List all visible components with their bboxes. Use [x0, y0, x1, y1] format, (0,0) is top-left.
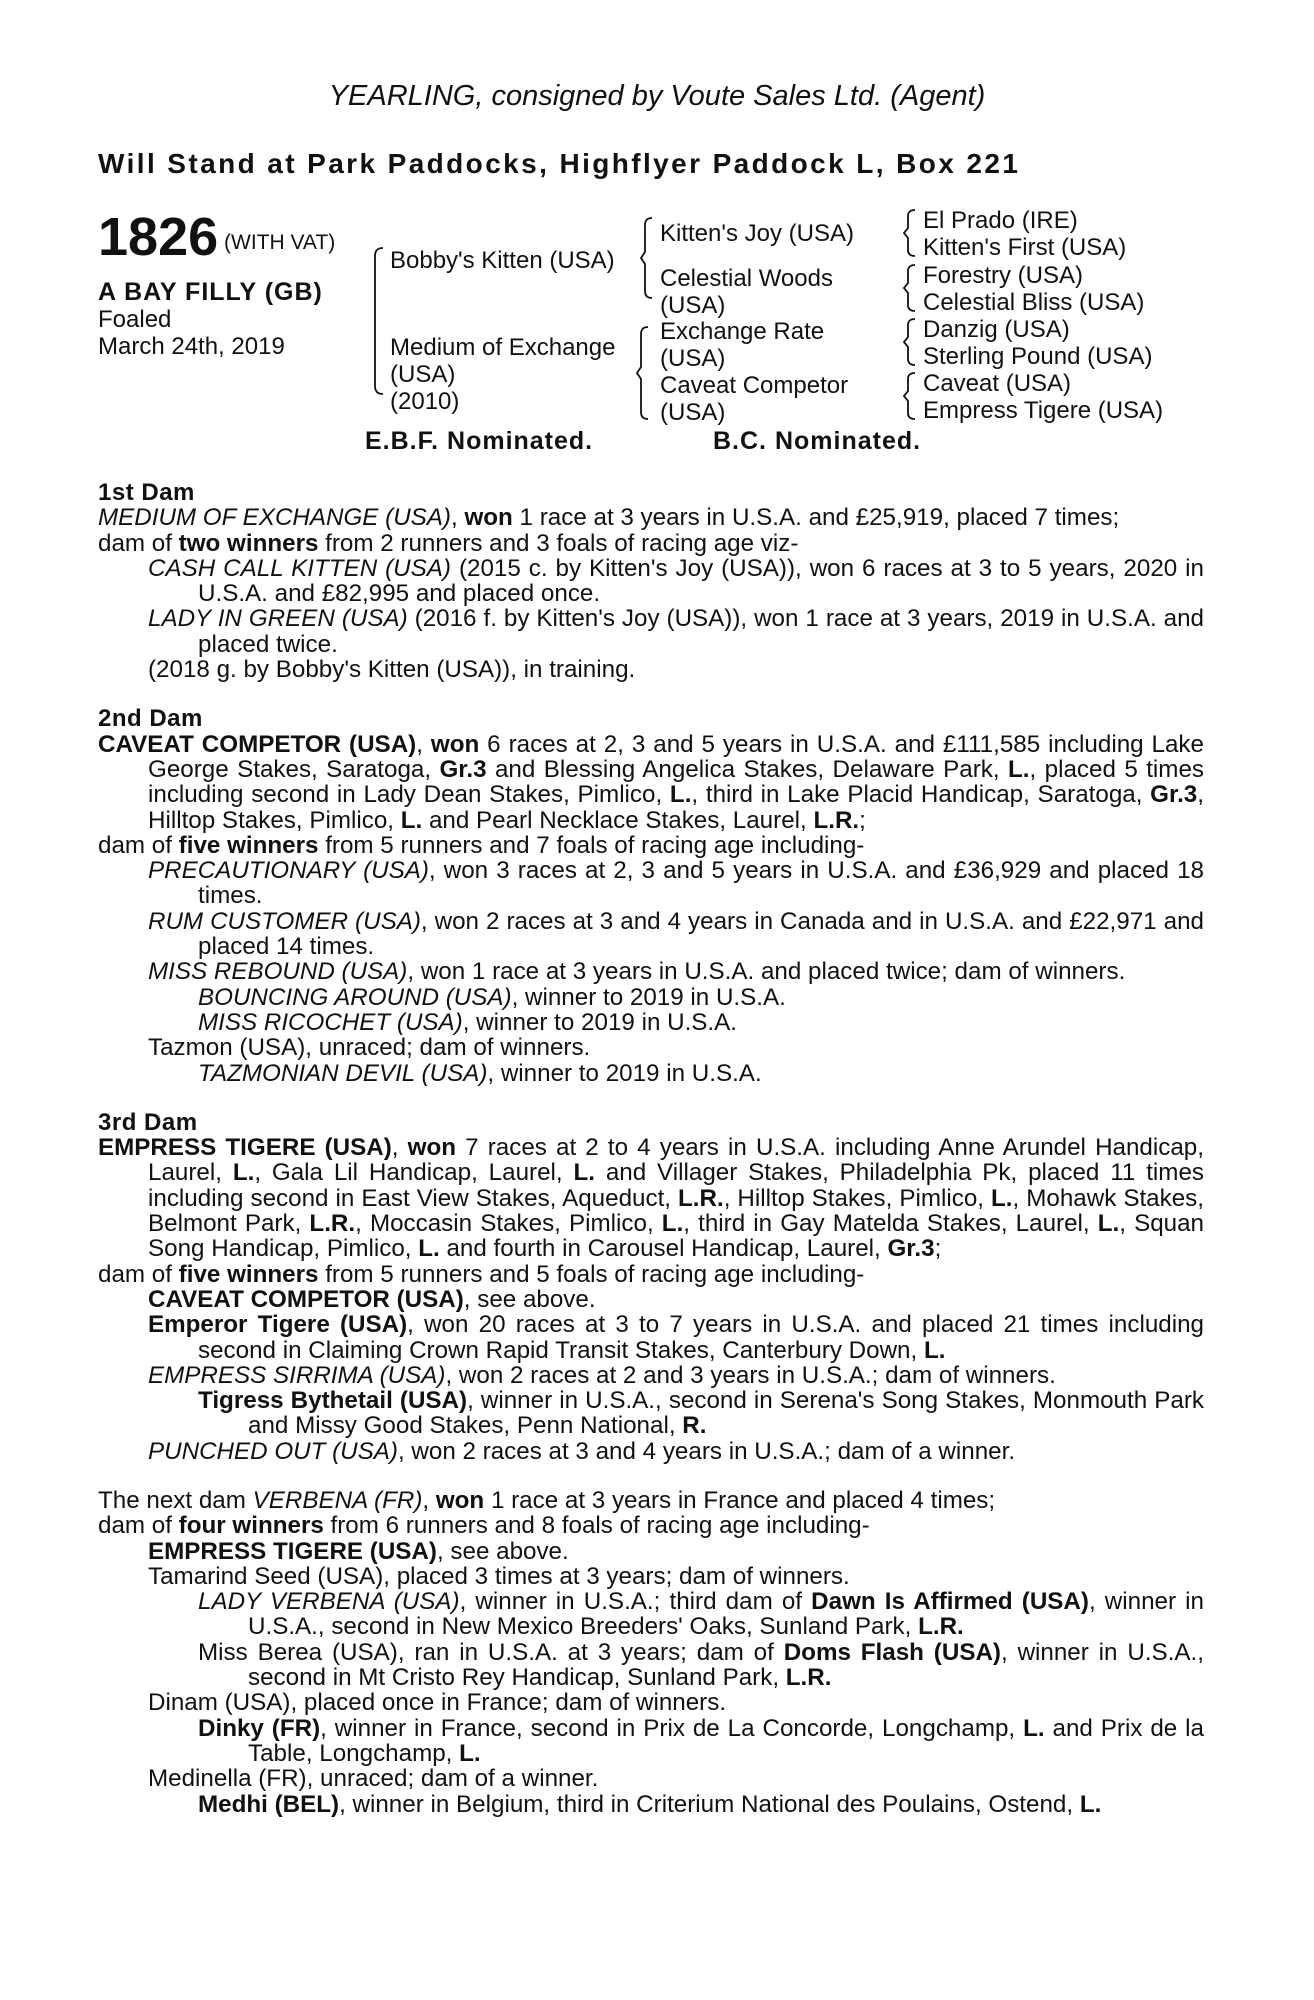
- produce-entry: (2018 g. by Bobby's Kitten (USA)), in training.: [148, 656, 636, 684]
- produce-list: [98, 1287, 1204, 1464]
- pedigree-bracket: [640, 216, 654, 300]
- dam-of-line: dam of two winners from 2 runners and 3 foals of racing age viz-: [98, 529, 799, 557]
- third-dam-section: [98, 1110, 1204, 1464]
- next-dam-section: [98, 1488, 1204, 1817]
- ancestor-g8: Empress Tigere (USA): [923, 397, 1164, 424]
- produce-entry: PRECAUTIONARY (USA), won 3 races at 2, 3 and 5 years in U.S.A. and £36,929 and placed 18 times.: [148, 857, 1204, 910]
- produce-entry: Emperor Tigere (USA), won 20 races at 3 to 7 years in U.S.A. and placed 21 times including second in Claiming Crown Rapid Transit Stakes, Canterbury Down, L.: [148, 1311, 1205, 1364]
- ancestor-g7: Caveat (USA): [923, 370, 1072, 397]
- vat-note: (WITH VAT): [224, 231, 336, 254]
- sire-dam: Celestial Woods (USA): [660, 265, 833, 319]
- section-heading: 3rd Dam: [98, 1108, 198, 1136]
- produce-entry: MISS RICOCHET (USA), winner to 2019 in U.S.A.: [198, 1008, 738, 1036]
- section-heading: 1st Dam: [98, 479, 195, 506]
- foaled-label: Foaled: [98, 306, 172, 333]
- dam-record: CAVEAT COMPETOR (USA), won 6 races at 2, 3 and 5 years in U.S.A. and £111,585 including Lake George Stakes, Saratoga, Gr.3 and Blessing Angelica Stakes, Delaware Park, L., placed 5 times including second in Lady Dean Stakes, Pimlico, L., third in Lake Placid Handicap, Saratoga, Gr.3, Hilltop Stakes, Pimlico, L. and Pearl Necklace Stakes, Laurel, L.R.;: [98, 730, 1204, 834]
- produce-entry: Tazmon (USA), unraced; dam of winners.: [148, 1034, 591, 1062]
- produce-entry: TAZMONIAN DEVIL (USA), winner to 2019 in U.S.A.: [198, 1059, 762, 1087]
- pedigree-bracket: [903, 317, 917, 367]
- dam-record: MEDIUM OF EXCHANGE (USA), won 1 race at 3 years in U.S.A. and £25,919, placed 7 times;: [98, 504, 1120, 532]
- ancestor-g5: Danzig (USA): [923, 316, 1070, 343]
- ebf-nomination: E.B.F. Nominated.: [365, 427, 594, 455]
- produce-list: [98, 1539, 1204, 1817]
- dam-sire: Exchange Rate (USA): [660, 318, 825, 372]
- ancestor-g3: Forestry (USA): [923, 262, 1084, 289]
- produce-entry: Miss Berea (USA), ran in U.S.A. at 3 years; dam of Doms Flash (USA), winner in U.S.A., second in Mt Cristo Rey Handicap, Sunland Park, L.R.: [198, 1638, 1204, 1692]
- produce-entry: Dinam (USA), placed once in France; dam of winners.: [148, 1689, 727, 1717]
- ancestor-g2: Kitten's First (USA): [923, 234, 1127, 261]
- ancestor-g4: Celestial Bliss (USA): [923, 289, 1145, 316]
- pedigree-bracket: [636, 325, 650, 421]
- produce-entry: RUM CUSTOMER (USA), won 2 races at 3 and 4 years in Canada and in U.S.A. and £22,971 and placed 14 times.: [148, 907, 1204, 961]
- stand-location: Will Stand at Park Paddocks, Highflyer Paddock L, Box 221: [98, 148, 1021, 179]
- foaled-date: March 24th, 2019: [98, 333, 285, 360]
- produce-entry: Tamarind Seed (USA), placed 3 times at 3 years; dam of winners.: [148, 1562, 850, 1590]
- dam-of-line: dam of five winners from 5 runners and 5 foals of racing age including-: [98, 1260, 865, 1288]
- dam: Medium of Exchange (USA) (2010): [390, 334, 616, 415]
- family-details: [98, 480, 1204, 1817]
- first-dam-section: [98, 480, 1204, 682]
- produce-entry: MISS REBOUND (USA), won 1 race at 3 years in U.S.A. and placed twice; dam of winners.: [148, 958, 1126, 986]
- produce-list: [98, 556, 1204, 682]
- dam-record: EMPRESS TIGERE (USA), won 7 races at 2 to 4 years in U.S.A. including Anne Arundel Handicap, Laurel, L., Gala Lil Handicap, Laurel, L. and Villager Stakes, Philadelphia Pk, placed 11 times including second in East View Stakes, Aqueduct, L.R., Hilltop Stakes, Pimlico, L., Mohawk Stakes, Belmont Park, L.R., Moccasin Stakes, Pimlico, L., third in Gay Matelda Stakes, Laurel, L., Squan Song Handicap, Pimlico, L. and fourth in Carousel Handicap, Laurel, Gr.3;: [98, 1134, 1205, 1263]
- second-dam-section: [98, 706, 1204, 1085]
- produce-entry: LADY VERBENA (USA), winner in U.S.A.; third dam of Dawn Is Affirmed (USA), winner in U.S.A., second in New Mexico Breeders' Oaks, Sunland Park, L.R.: [198, 1588, 1205, 1641]
- produce-entry: BOUNCING AROUND (USA), winner to 2019 in U.S.A.: [198, 983, 786, 1011]
- produce-entry: Medinella (FR), unraced; dam of a winner.: [148, 1765, 599, 1793]
- produce-entry: PUNCHED OUT (USA), won 2 races at 3 and 4 years in U.S.A.; dam of a winner.: [148, 1437, 1016, 1465]
- produce-entry: LADY IN GREEN (USA) (2016 f. by Kitten's Joy (USA)), won 1 race at 3 years, 2019 in U.S.A. and placed twice.: [148, 605, 1205, 658]
- produce-entry: Medhi (BEL), winner in Belgium, third in Criterium National des Poulains, Ostend, L.: [198, 1790, 1102, 1818]
- ancestor-g6: Sterling Pound (USA): [923, 343, 1153, 370]
- pedigree-bracket: [903, 263, 917, 313]
- dam-dam: Caveat Competor (USA): [660, 372, 849, 426]
- produce-entry: EMPRESS TIGERE (USA), see above.: [148, 1537, 569, 1565]
- pedigree-bracket: [903, 371, 917, 421]
- bc-nomination: B.C. Nominated.: [713, 427, 922, 455]
- section-heading: 2nd Dam: [98, 705, 203, 733]
- produce-entry: CAVEAT COMPETOR (USA), see above.: [148, 1285, 596, 1313]
- ancestor-g1: El Prado (IRE): [923, 207, 1078, 234]
- produce-entry: Dinky (FR), winner in France, second in Prix de La Concorde, Longchamp, L. and Prix de la Table, Longchamp, L.: [198, 1714, 1204, 1767]
- pedigree-bracket: [370, 246, 386, 396]
- dam-of-line: dam of five winners from 5 runners and 7 foals of racing age including-: [98, 831, 865, 859]
- lot-number: 1826: [98, 207, 219, 267]
- produce-entry: CASH CALL KITTEN (USA) (2015 c. by Kitten's Joy (USA)), won 6 races at 3 to 5 years, 2020 in U.S.A. and £82,995 and placed once.: [148, 554, 1204, 608]
- consignor-line: YEARLING, consigned by Voute Sales Ltd. (Agent): [328, 80, 986, 112]
- produce-list: [98, 858, 1204, 1086]
- sire-sire: Kitten's Joy (USA): [660, 220, 854, 247]
- produce-entry: Tigress Bythetail (USA), winner in U.S.A., second in Serena's Song Stakes, Monmouth Park and Missy Good Stakes, Penn National, R.: [198, 1387, 1204, 1440]
- lot-description: A BAY FILLY (GB): [98, 278, 323, 306]
- produce-entry: EMPRESS SIRRIMA (USA), won 2 races at 2 and 3 years in U.S.A.; dam of winners.: [148, 1361, 1056, 1389]
- pedigree-bracket: [903, 208, 917, 258]
- dam-of-line: dam of four winners from 6 runners and 8 foals of racing age including-: [98, 1512, 870, 1540]
- dam-record: The next dam VERBENA (FR), won 1 race at 3 years in France and placed 4 times;: [98, 1486, 996, 1514]
- sire: Bobby's Kitten (USA): [390, 247, 615, 274]
